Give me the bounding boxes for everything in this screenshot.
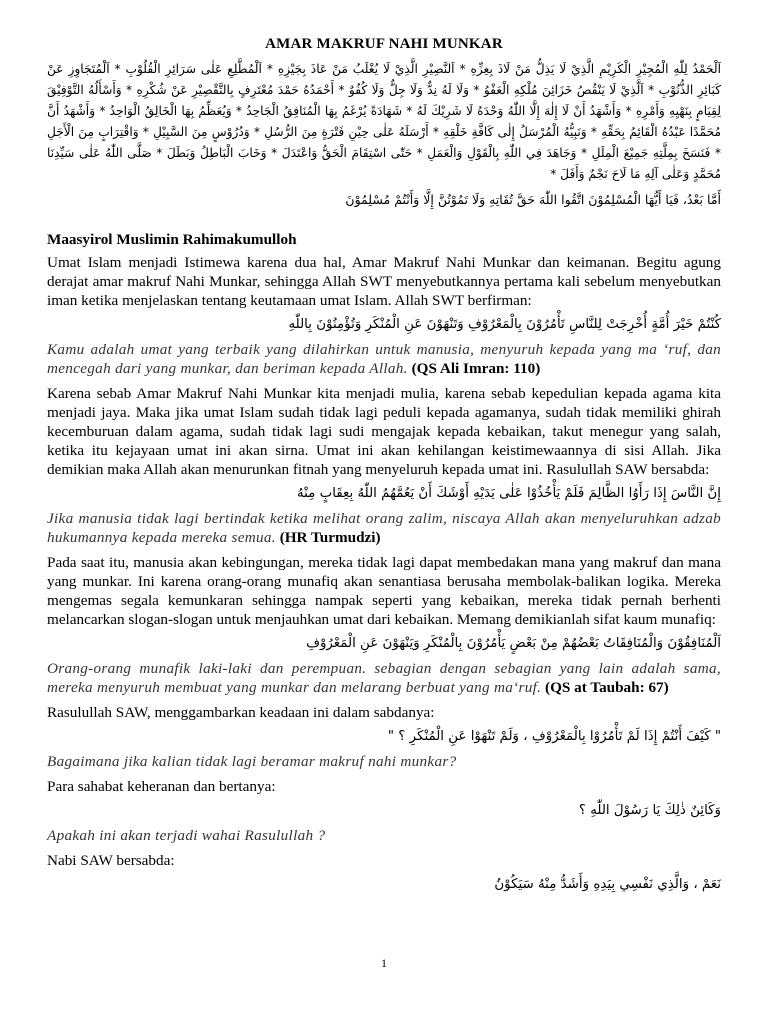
hadith-4-arabic: نَعَمْ ، وَالَّذِي نَفْسِي بِيَدِهِ وَأَشَدُّ مِنْهُ سَيَكُوْنُ [494, 877, 721, 892]
hadith-2-arabic: " كَيْفَ أَنْتُمْ إِذَا لَمْ تَأْمُرُوْا بِالْمَعْرُوْفِ ، وَلَمْ تَنْهَوْا عَنِ الْمُنْكَرِ ؟ " [387, 729, 721, 744]
paragraph-5: Para sahabat keheranan dan bertanya: [47, 778, 276, 795]
paragraph-3: Pada saat itu, manusia akan kebingungan, mereka tidak lagi dapat membedakan mana yang makruf dan mana yang munkar. Ini karena orang-orang munafiq akan senantiasa berusaha membolak-balikan logika. Mereka mengemas segala kemunkaran sehingga nampak seperti yang kebaikan, mereka tidak pernah berhenti melancarkan slogan-slogan untuk menjauhkan umat dari kebaikan. Memang demikianlah sifat kaum munafiq: [47, 554, 721, 628]
hadith-2-translation: Bagaimana jika kalian tidak lagi beramar makruf nahi munkar? [47, 753, 457, 770]
hadith-1-reference: (HR Turmudzi) [279, 529, 381, 546]
paragraph-2: Karena sebab Amar Makruf Nahi Munkar kita menjadi mulia, karena sebab kepedulian kepada agama kita menjadi jaya. Maka jika umat Islam sudah tidak lagi peduli kepada agamanya, sudah tidak memiliki ghirah kecemburuan dalam agama, sudah tidak lagi sudi mengajak kepada kebaikan, takut menegur yang salah, ketika itu kejayaan umat ini akan sirna. Umat ini akan kehilangan keistimewaannya di sisi Allah. Jika demikian maka Allah akan menurunkan fitnah yang menyeluruh kepada umat ini. Rasulullah SAW bersabda: [47, 385, 721, 478]
hadith-1-arabic: إِنَّ النَّاسَ إِذَا رَأَوُا الظَّالِمَ فَلَمْ يَأْخُذُوْا عَلٰى يَدَيْهِ أَوْشَكَ أَنْ يَعُمَّهُمُ اللّٰهُ بِعِقَابٍ مِنْهُ [296, 486, 721, 501]
opening-closing-arabic: أَمَّا بَعْدُ، فَيَا أَيُّهَا الْمُسْلِمُوْنَ اتَّقُوا اللّٰهَ حَقَّ تُقَاتِهِ وَلَا تَمُوْتُنَّ إِلَّا وَأَنْتُمْ مُسْلِمُوْنَ [345, 192, 721, 207]
verse-1-translation: Kamu adalah umat yang terbaik yang dilahirkan untuk manusia, menyuruh kepada yang ma ‘ruf, dan mencegah dari yang munkar, dan beriman kepada Allah. [47, 341, 721, 377]
paragraph-6: Nabi SAW bersabda: [47, 852, 175, 869]
hadith-3-arabic: وَكَائِنٌ ذٰلِكَ يَا رَسُوْلَ اللّٰهِ ؟ [578, 803, 721, 818]
verse-1-reference: (QS Ali Imran: 110) [411, 360, 541, 377]
verse-2-reference: (QS at Taubah: 67) [545, 679, 669, 696]
greeting-heading: Maasyirol Muslimin Rahimakumulloh [47, 231, 297, 248]
document-title: AMAR MAKRUF NAHI MUNKAR [265, 36, 503, 52]
verse-2-arabic: اَلْمُنَافِقُوْنَ وَالْمُنَافِقَاتُ بَعْضُهُمْ مِنْ بَعْضٍ يَأْمُرُوْنَ بِالْمُنْكَرِ وَيَنْهَوْنَ عَنِ الْمَعْرُوْفِ [306, 636, 721, 651]
verse-2-translation: Orang-orang munafik laki-laki dan perempuan. sebagian dengan sebagian yang lain adalah sama, mereka menyuruh membuat yang munkar dan melarang berbuat yang ma‘ruf. [47, 660, 721, 696]
verse-1-arabic: كُنْتُمْ خَيْرَ أُمَّةٍ أُخْرِجَتْ لِلنَّاسِ تَأْمُرُوْنَ بِالْمَعْرُوْفِ وَتَنْهَوْنَ عَنِ الْمُنْكَرِ وَتُؤْمِنُوْنَ بِاللّٰهِ [288, 317, 721, 332]
hadith-1-translation-block [47, 509, 721, 547]
verse-1-translation-block [47, 340, 721, 378]
opening-prayer-arabic: اَلْحَمْدُ لِلّٰهِ الْمُجِيْرِ الْكَرِيْمِ الَّذِيْ لَا يَذِلُّ مَنْ لَاذَ بِعِزِّهِ * اَلنَّصِيْرِ الَّذِيْ لَا يُغْلَبُ مَنْ عَاذَ بِجَيْزِهِ * اَلْمُطَّلِعِ عَلٰى سَرَائِرِ الْقُلُوْبِ * اَلْمُتَجَاوِزِ عَنْ كَبَائِرِ الذُّنُوْبِ * اَلَّذِيْ لَا يَنْقُصُ خَزَائِنَ مُلْكِهِ الْعَفْوُ * وَلَا لَهُ نِدٌّ وَلَا جِلٌّ وَلَا كُفُوٌ * أَحْمَدُهُ حَمْدَ مُعْتَرِفٍ بِالتَّقْصِيْرِ عَنْ شُكْرِهِ * وَأَسْأَلُهُ التَّوْفِيْقَ لِقِيَامٍ بِنَهْيِهِ وَأَمْرِهِ * وَأَشْهَدُ أَنْ لَا إِلٰهَ إِلَّا اللّٰهُ وَحْدَهُ لَا شَرِيْكَ لَهُ * شَهَادَةً يُرْغَمُ بِهَا الْمُنَافِقُ الْجَاحِدُ * وَيُعَظِّمُ بِهَا الْخَالِقُ الْوَاحِدُ * وَأَشْهَدُ أَنَّ مُحَمَّدًا عَبْدُهُ الْقَائِمُ بِحَقِّهِ * وَنَبِيُّهُ الْمُرْسَلُ إِلٰى كَافَّةِ خَلْقِهِ * أَرْسَلَهُ عَلٰى حِيْنِ فَتْرَةٍ مِنَ الرُّسُلِ * وَدُرُوْسٍ مِنَ السَّبِيْلِ * وَاقْتِرَابٍ مِنَ الْأَجَلِ * فَنَسَخَ بِمِلَّتِهِ جَمِيْعَ الْمِلَلِ * وَجَاهَدَ فِي اللّٰهِ بِالْقَوْلِ وَالْعَمَلِ * حَتّٰى اسْتِقَامَ الْحَقُّ وَاعْتَدَلَ * وَخَابَ الْبَاطِلُ وَبَطَلَ * صَلَّى اللّٰهُ عَلٰى سَيِّدِنَا مُحَمَّدٍ وَعَلٰى آلِهِ مَا لَاحَ نَجْمٌ وَأَفَلَ * [47, 62, 721, 181]
verse-2-translation-block [47, 659, 721, 697]
page-number: 1 [381, 956, 387, 970]
hadith-1-translation: Jika manusia tidak lagi bertindak ketika melihat orang zalim, niscaya Allah akan menyeluruhkan adzab hukumannya kepada mereka semua. [47, 510, 721, 546]
paragraph-1: Umat Islam menjadi Istimewa karena dua hal, Amar Makruf Nahi Munkar dan keimanan. Begitu agung derajat amar makruf Nahi Munkar, sehingga Allah SWT menyebutkannya pertama kali sebelum menyebutkan iman ketika menjelaskan tentang keutamaan umat Islam. Allah SWT berfirman: [47, 254, 721, 309]
paragraph-4: Rasulullah SAW, menggambarkan keadaan ini dalam sabdanya: [47, 704, 435, 721]
hadith-3-translation: Apakah ini akan terjadi wahai Rasulullah ? [47, 827, 326, 844]
